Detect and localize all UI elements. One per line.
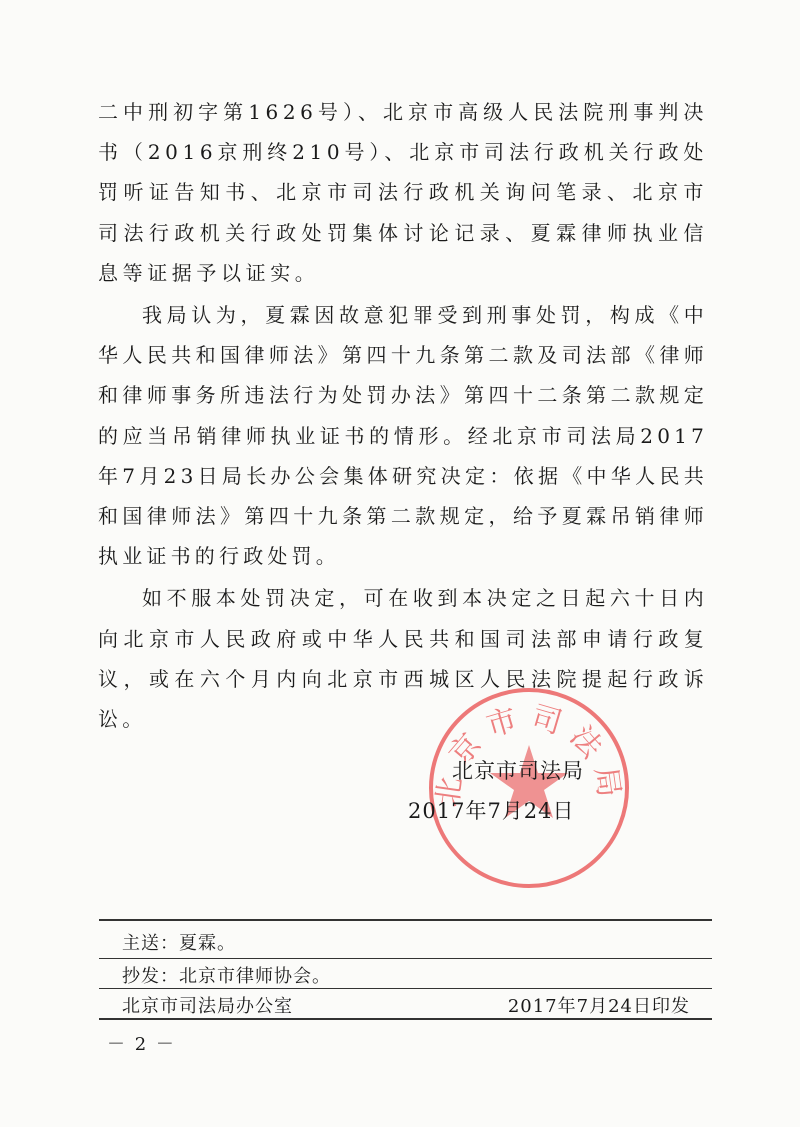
footer-divider-bottom bbox=[99, 1018, 712, 1020]
signature-organization: 北京市司法局 bbox=[452, 759, 584, 783]
footer-divider bbox=[99, 958, 712, 959]
paragraph-evidence: 二中刑初字第1626号）、北京市高级人民法院刑事判决书（2016京刑终210号）、北京市司法行政机关行政处罚听证告知书、北京市司法行政机关询问笔录、北京市司法行政机关行政处罚集体讨论记录、夏霖律师执业信息等证据予以证实。 bbox=[98, 100, 708, 285]
signature-date: 2017年7月24日 bbox=[408, 799, 575, 823]
page-number: － 2 － bbox=[107, 1034, 176, 1055]
paragraph-decision: 我局认为，夏霖因故意犯罪受到刑事处罚，构成《中华人民共和国律师法》第四十九条第二款及司法部《律师和律师事务所违法行为处罚办法》第四十二条第二款规定的应当吊销律师执业证书的情形。经北京市司法局2017年7月23日局长办公会集体研究决定：依据《中华人民共和国律师法》第四十九条第二款规定，给予夏霖吊销律师执业证书的行政处罚。 bbox=[98, 303, 708, 569]
footer-divider bbox=[99, 988, 712, 989]
copy-recipient: 抄发：北京市律师协会。 bbox=[122, 966, 331, 987]
footer-divider-top bbox=[99, 919, 712, 921]
main-recipient: 主送：夏霖。 bbox=[122, 933, 236, 954]
issuing-office: 北京市司法局办公室 bbox=[122, 996, 293, 1017]
svg-text:北京市司法局: 北京市司法局 bbox=[430, 699, 628, 810]
official-seal bbox=[424, 683, 634, 893]
issue-date: 2017年7月24日印发 bbox=[507, 996, 690, 1017]
paragraph-appeal-notice: 如不服本处罚决定，可在收到本决定之日起六十日内向北京市人民政府或中华人民共和国司法部申请行政复议，或在六个月内向北京市西城区人民法院提起行政诉讼。 bbox=[98, 586, 708, 732]
body-text bbox=[98, 92, 708, 739]
